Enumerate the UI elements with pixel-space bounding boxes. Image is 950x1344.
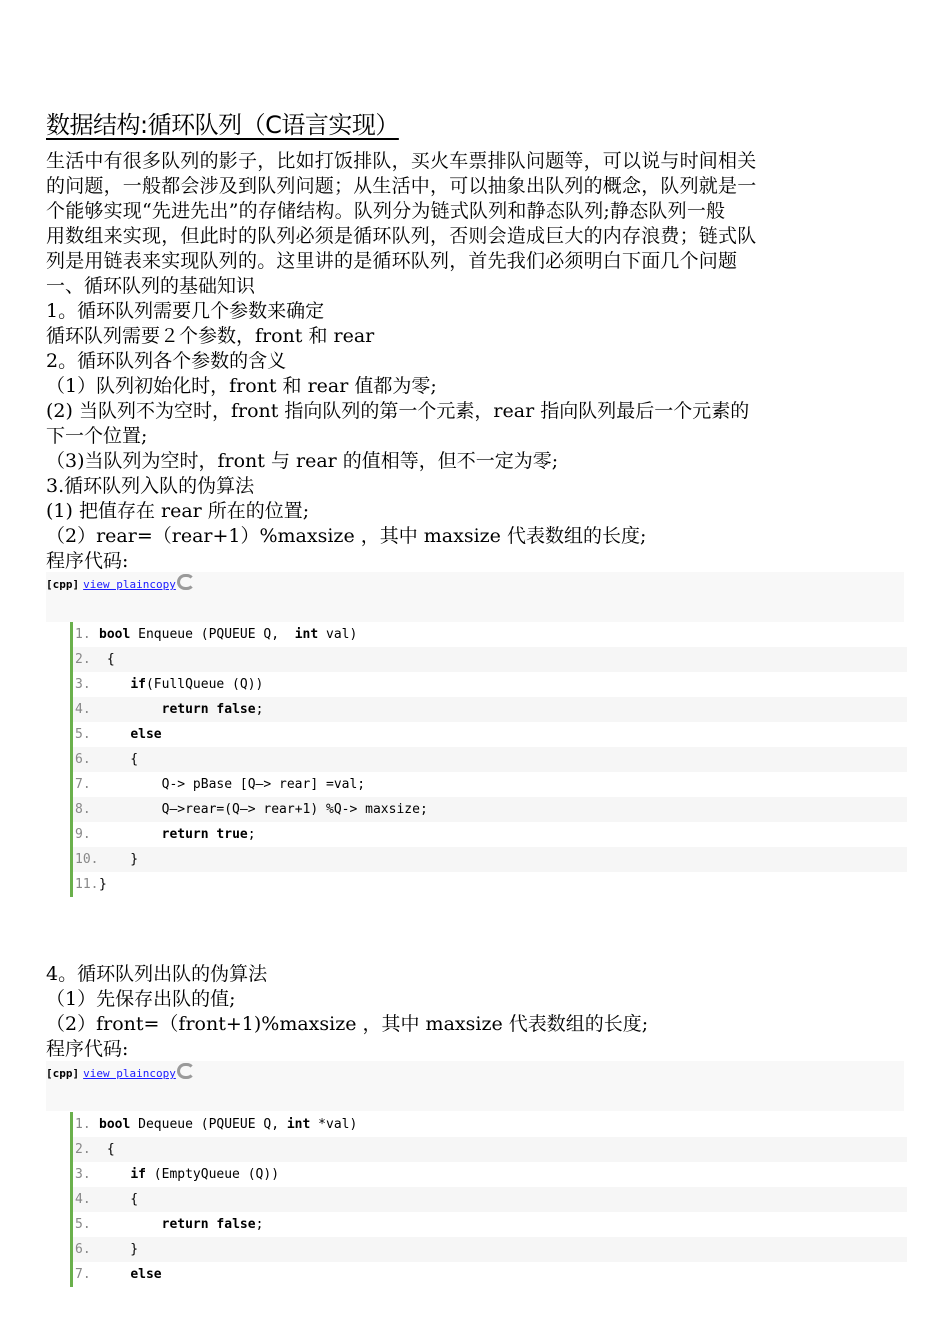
code-text: {	[99, 1192, 139, 1207]
line-number: 8.	[75, 802, 91, 817]
line-number: 1.	[75, 1117, 91, 1132]
code-line	[73, 622, 907, 647]
intro-line: 个能够实现“先进先出”的存储结构。队列分为链式队列和静态队列;静态队列一般	[46, 200, 726, 222]
code-line	[73, 847, 907, 872]
code-text: return false;	[161, 1217, 264, 1232]
code-text: else	[130, 727, 162, 742]
code-line	[73, 747, 907, 772]
text-line: （2）front=（front+1)%maxsize ，其中 maxsize 代表数组的长度;	[46, 1013, 649, 1035]
code-text: if (EmptyQueue (Q))	[130, 1167, 280, 1182]
code-line	[73, 722, 907, 747]
code-line	[73, 872, 907, 897]
text-line: （2）rear=（rear+1）%maxsize ，其中 maxsize 代表数组的长度;	[46, 525, 647, 547]
intro-paragraph	[46, 149, 908, 274]
code-text: return true;	[161, 827, 256, 842]
code-line	[73, 772, 907, 797]
code-toolbar	[46, 1061, 904, 1111]
code-line	[73, 822, 907, 847]
code-text: {	[99, 1142, 115, 1157]
section-dequeue	[46, 962, 908, 1062]
copy-icon[interactable]	[177, 574, 195, 590]
text-line: 程序代码:	[46, 1038, 129, 1060]
view-plain-link[interactable]: view plaincopy	[83, 1067, 176, 1080]
text-line: (1) 把值存在 rear 所在的位置;	[46, 500, 310, 522]
code-line	[73, 1162, 907, 1187]
line-number: 5.	[75, 1217, 91, 1232]
intro-line: 生活中有很多队列的影子，比如打饭排队，买火车票排队问题等，可以说与时间相关	[46, 150, 757, 172]
code-line	[73, 797, 907, 822]
code-line	[73, 647, 907, 672]
code-line	[73, 1262, 907, 1287]
line-number: 2.	[75, 652, 91, 667]
code-text: return false;	[161, 702, 264, 717]
line-number: 3.	[75, 1167, 91, 1182]
line-number: 1.	[75, 627, 91, 642]
text-line: 一、循环队列的基础知识	[46, 275, 256, 297]
code-text: Q—>rear=(Q—> rear+1) %Q-> maxsize;	[99, 802, 428, 817]
line-number: 5.	[75, 727, 91, 742]
code-toolbar-label	[46, 574, 195, 591]
text-line: （3)当队列为空时，front 与 rear 的值相等，但不一定为零;	[46, 450, 559, 472]
view-plain-link[interactable]: view plaincopy	[83, 578, 176, 591]
line-number: 7.	[75, 777, 91, 792]
line-number: 9.	[75, 827, 91, 842]
code-line	[73, 1137, 907, 1162]
code-line	[73, 697, 907, 722]
code-text: bool Enqueue (PQUEUE Q, int val)	[99, 627, 358, 642]
text-line: 2。循环队列各个参数的含义	[46, 350, 287, 372]
line-number: 4.	[75, 1192, 91, 1207]
line-number: 3.	[75, 677, 91, 692]
intro-line: 的问题，一般都会涉及到队列问题；从生活中，可以抽象出队列的概念，队列就是一	[46, 175, 757, 197]
code-block-dequeue	[70, 1112, 907, 1287]
code-text: {	[99, 752, 139, 767]
section-basics	[46, 274, 908, 574]
text-line: 下一个位置;	[46, 425, 148, 447]
code-line	[73, 1212, 907, 1237]
code-text: if(FullQueue (Q))	[130, 677, 264, 692]
code-line	[73, 1237, 907, 1262]
text-line: （1）先保存出队的值;	[46, 988, 236, 1010]
line-number: 6.	[75, 752, 91, 767]
line-number: 7.	[75, 1267, 91, 1282]
intro-line: 用数组来实现，但此时的队列必须是循环队列，否则会造成巨大的内存浪费；链式队	[46, 225, 757, 247]
line-number: 2.	[75, 1142, 91, 1157]
code-line	[73, 672, 907, 697]
text-line: （1）队列初始化时，front 和 rear 值都为零;	[46, 375, 437, 397]
text-line: 1。循环队列需要几个参数来确定	[46, 300, 325, 322]
code-text: }	[99, 852, 139, 867]
code-toolbar	[46, 572, 904, 622]
text-line: 循环队列需要２个参数，front 和 rear	[46, 325, 375, 347]
text-line: 3.循环队列入队的伪算法	[46, 475, 255, 497]
text-line: 4。循环队列出队的伪算法	[46, 963, 268, 985]
code-line	[73, 1112, 907, 1137]
intro-line: 列是用链表来实现队列的。这里讲的是循环队列，首先我们必须明白下面几个问题	[46, 250, 738, 272]
line-number: 4.	[75, 702, 91, 717]
code-text: }	[99, 877, 107, 892]
line-number: 11.	[75, 877, 99, 892]
code-lang: [cpp]	[46, 1067, 80, 1080]
code-text: {	[99, 652, 115, 667]
code-text: }	[99, 1242, 139, 1257]
line-number: 6.	[75, 1242, 91, 1257]
code-text: Q-> pBase [Q—> rear] =val;	[99, 777, 366, 792]
code-lang: [cpp]	[46, 578, 80, 591]
code-block-enqueue	[70, 622, 907, 897]
copy-icon[interactable]	[177, 1063, 195, 1079]
code-toolbar-label	[46, 1063, 195, 1080]
line-number: 10.	[75, 852, 99, 867]
code-text: bool Dequeue (PQUEUE Q, int *val)	[99, 1117, 358, 1132]
code-text: else	[130, 1267, 162, 1282]
text-line: 程序代码:	[46, 550, 129, 572]
page-title: 数据结构:循环队列（C语言实现）	[46, 111, 399, 139]
code-line	[73, 1187, 907, 1212]
text-line: (2) 当队列不为空时，front 指向队列的第一个元素，rear 指向队列最后一个元素的	[46, 400, 750, 422]
